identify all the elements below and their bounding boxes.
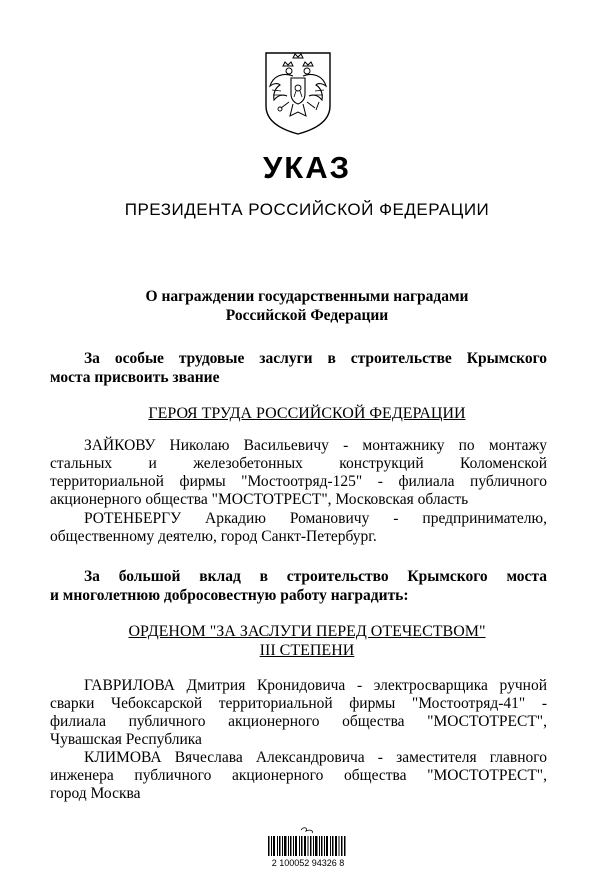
section2-intro-line-2: и многолетнюю добросовестную работу наградить: (50, 587, 409, 604)
award-line-1: ОРДЕНОМ "ЗА ЗАСЛУГИ ПЕРЕД ОТЕЧЕСТВОМ" (128, 623, 486, 640)
coat-of-arms-icon (263, 50, 333, 136)
page-title: УКАЗ (262, 150, 351, 185)
section1-intro (50, 349, 547, 387)
decree-heading (50, 287, 564, 325)
paragraph-line: сварки Чебоксарской территориальной фирмы "Мостоотряд-41" - (50, 695, 547, 712)
section1-intro-line-1: За особые трудовые заслуги в строительстве Крымского (84, 350, 547, 367)
section2-intro (50, 567, 547, 605)
paragraph-line: акционерного общества "МОСТОТРЕСТ", Московская область (50, 491, 469, 508)
section1-award-title (0, 404, 614, 423)
paragraph-line: ЗАЙКОВУ Николаю Васильевичу - монтажнику по монтажу (84, 437, 547, 454)
paragraph-line: РОТЕНБЕРГУ Аркадию Романовичу - предпринимателю, (84, 510, 547, 527)
award-line-2: III СТЕПЕНИ (259, 642, 355, 659)
paragraph-line: КЛИМОВА Вячеслава Александровича - заместителя главного (84, 749, 547, 766)
section2-award-title (0, 622, 614, 660)
awardee-paragraph-klimov (50, 749, 547, 803)
page-subtitle: ПРЕЗИДЕНТА РОССИЙСКОЙ ФЕДЕРАЦИИ (124, 200, 490, 219)
paragraph-line: стальных и железобетонных конструкций Коломенской (50, 455, 547, 472)
paragraph-line: ГАВРИЛОВА Дмитрия Кронидовича - электросварщика ручной (84, 677, 547, 694)
awardee-paragraph-gavrilov (50, 677, 547, 749)
paragraph-line: филиала публичного акционерного общества "МОСТОТРЕСТ", (50, 713, 547, 730)
paragraph-line: Чувашская Республика (50, 731, 202, 748)
paragraph-line: город Москва (50, 785, 141, 802)
paragraph-line: территориальной фирмы "Мостоотряд-125" - филиала публичного (50, 473, 547, 490)
section2-intro-line-1: За большой вклад в строительство Крымского моста (84, 568, 547, 585)
barcode-number: 2 100052 94326 8 (271, 858, 345, 868)
award-line: ГЕРОЯ ТРУДА РОССИЙСКОЙ ФЕДЕРАЦИИ (148, 405, 466, 422)
awardee-paragraph-rotenberg (50, 510, 547, 546)
awardee-paragraph-zaykov (50, 437, 547, 509)
heading-line-1: О награждении государственными наградами (145, 288, 469, 305)
paragraph-line: общественному деятелю, город Санкт-Петербург. (50, 528, 377, 545)
section1-intro-line-2: моста присвоить звание (50, 369, 220, 386)
paragraph-line: инженера публичного акционерного общества "МОСТОТРЕСТ", (50, 767, 547, 784)
heading-line-2: Российской Федерации (225, 307, 389, 324)
barcode-icon (268, 826, 346, 856)
